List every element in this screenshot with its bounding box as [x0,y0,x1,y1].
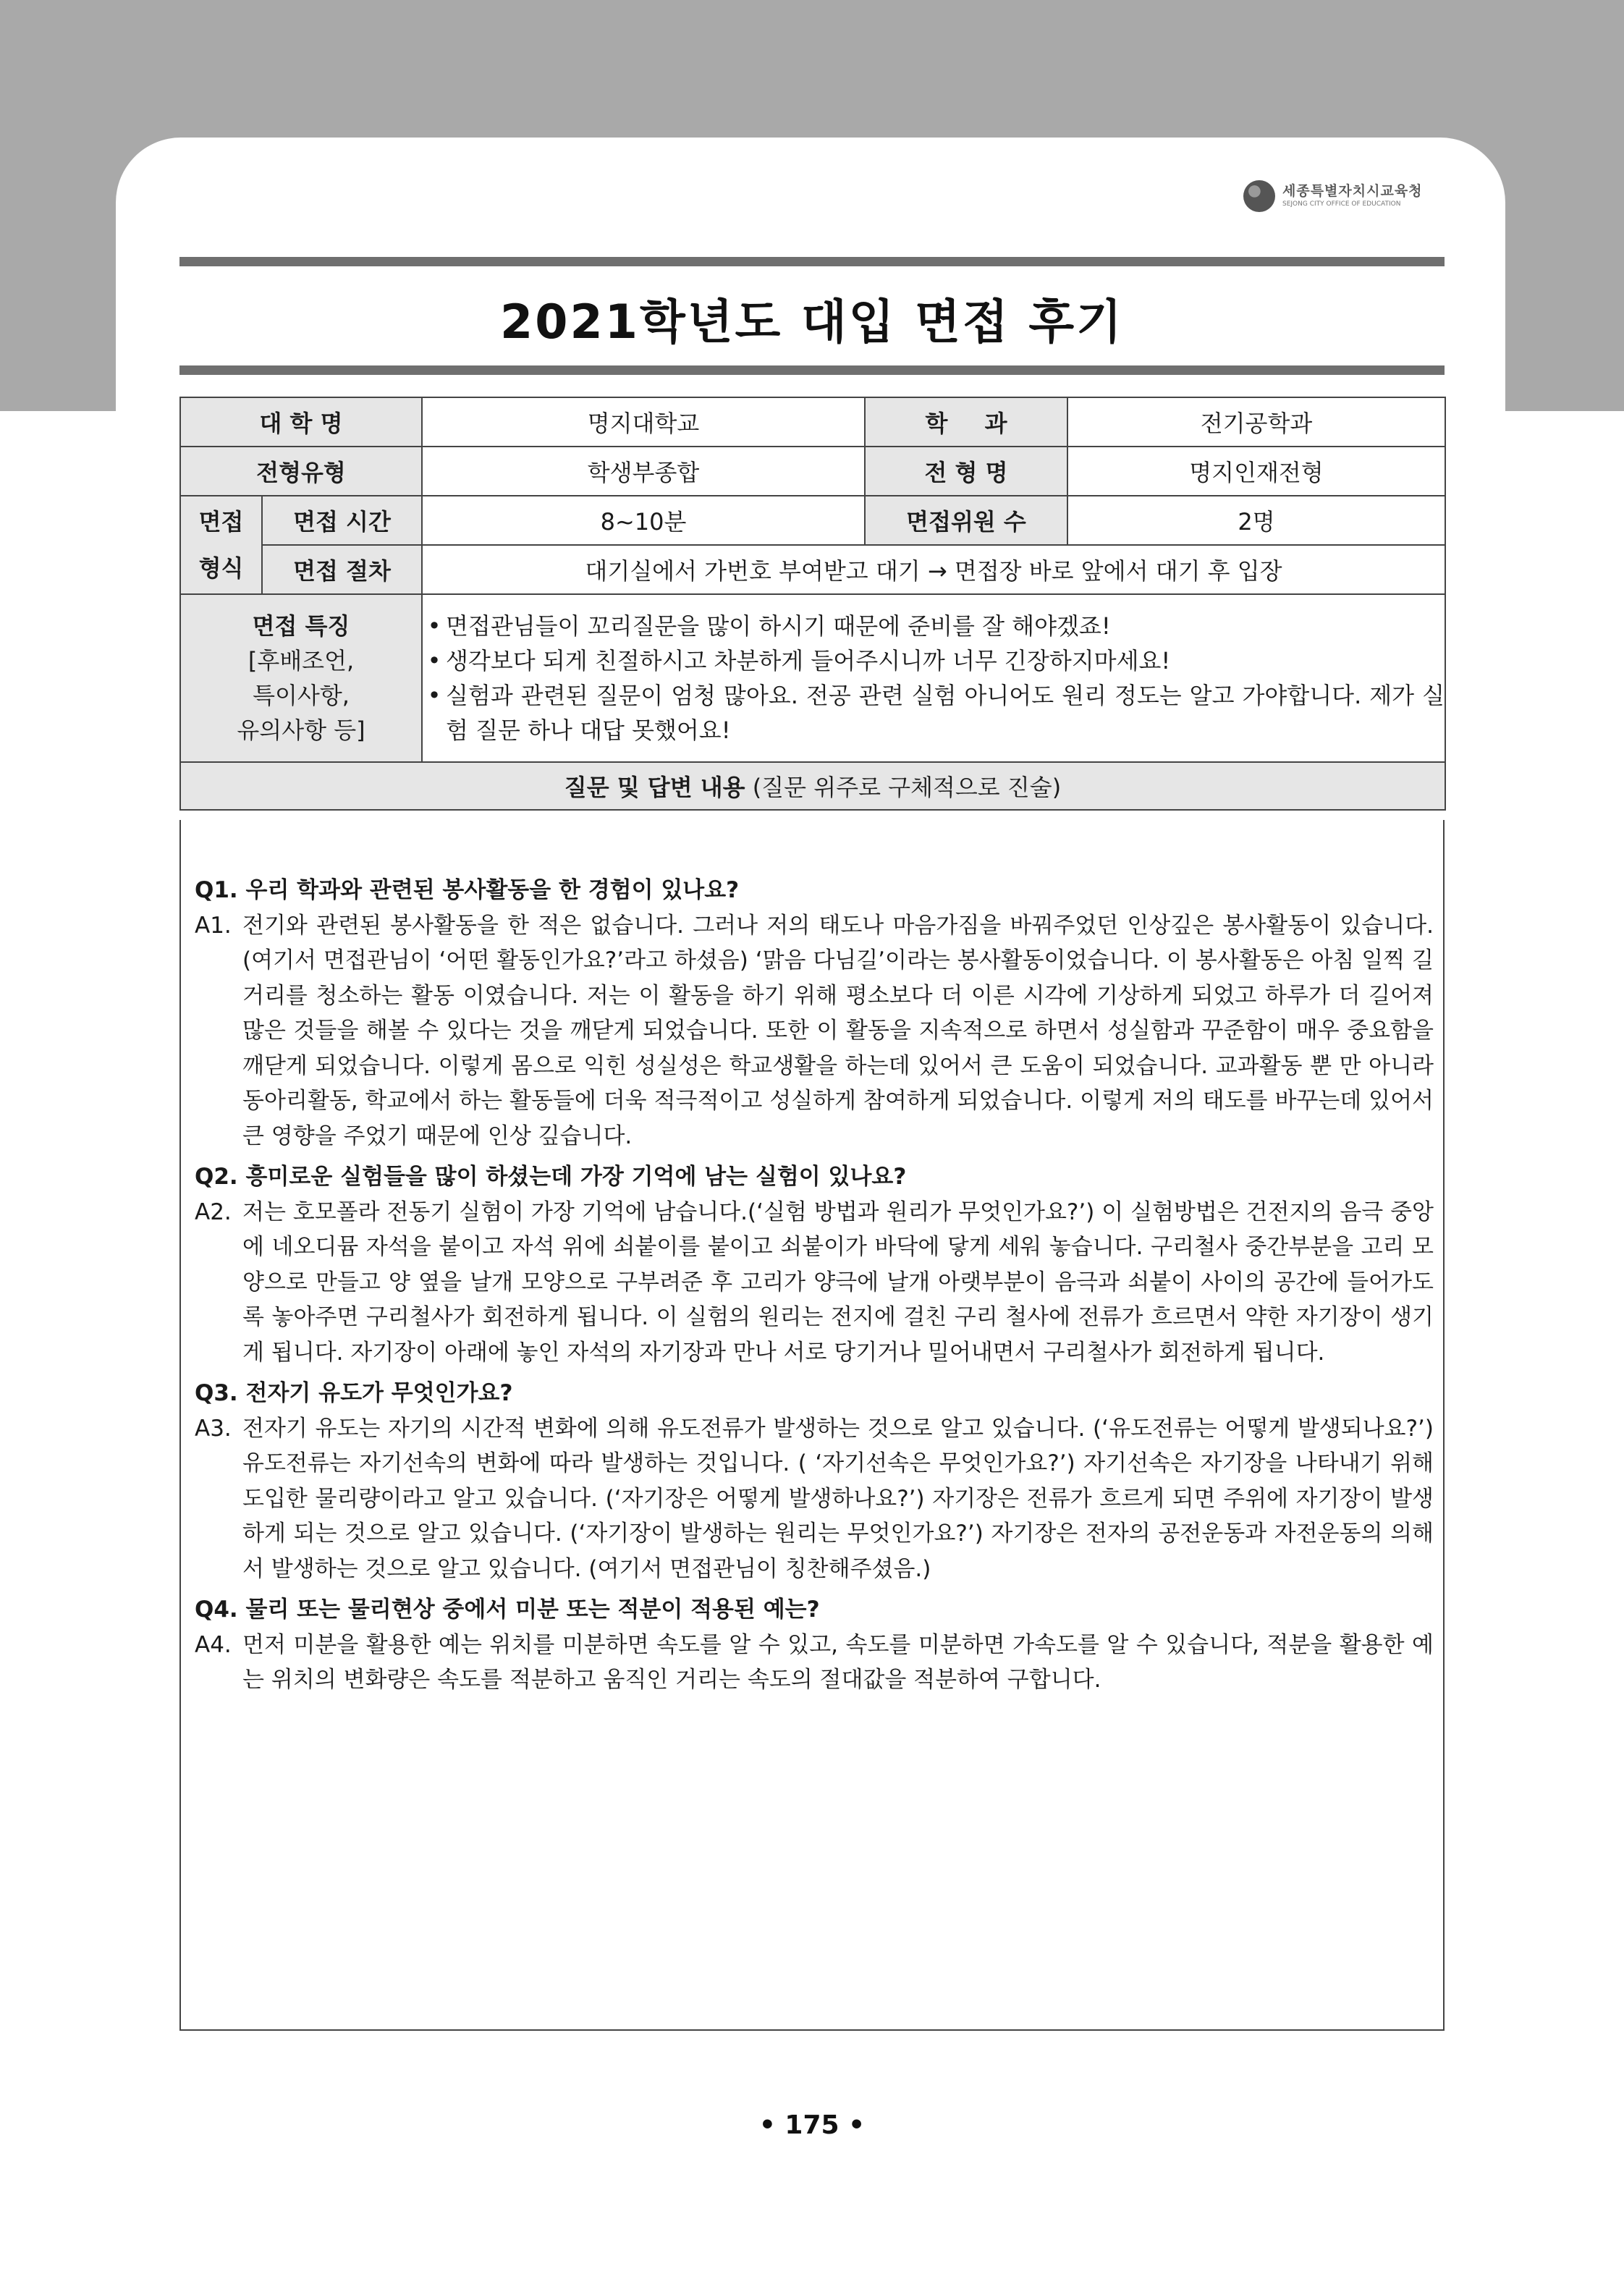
format-label [180,496,262,594]
feature-text: 면접관님들이 꼬리질문을 많이 하시기 때문에 준비를 잘 해야겠죠! [446,612,1111,640]
interview-info-table [179,397,1446,811]
features-label-line2: [후배조언, [248,647,355,675]
feature-text: 생각보다 되게 친절하시고 차분하게 들어주시니까 너무 긴장하지마세요! [446,647,1171,675]
answer-text: 먼저 미분을 활용한 예는 위치를 미분하면 속도를 알 수 있고, 속도를 미분하면 가속도를 알 수 있습니다, 적분을 활용한 예는 위치의 변화량은 속도를 적분하고 움직인 거리는 속도의 절대값을 적분하여 구합니다. [242,1631,1434,1693]
title-rule-bottom [179,365,1445,375]
interviewers-value: 2명 [1067,496,1445,545]
logo-subtitle: SEJONG CITY OFFICE OF EDUCATION [1282,200,1401,208]
question-2: Q2. 흥미로운 실험들을 많이 하셨는데 가장 기억에 남는 실험이 있나요? [195,1164,907,1190]
format-label-line2: 형식 [198,554,244,582]
interviewers-label: 면접위원 수 [865,496,1067,545]
bullet-icon: • [427,682,441,709]
qa-section-header [180,762,1445,810]
answer-label: A3. [195,1415,232,1442]
feature-item [423,678,1445,748]
features-label-line3: 특이사항, [253,682,350,709]
university-value: 명지대학교 [422,397,865,447]
qa-content [195,867,1434,1698]
emblem-icon [1243,180,1275,212]
features-list [422,594,1445,762]
procedure-label: 면접 절차 [262,545,422,594]
answer-label: A4. [195,1631,232,1658]
type-label: 전형유형 [180,447,422,496]
time-value: 8~10분 [422,496,865,545]
page-title: 2021학년도 대입 면접 후기 [500,295,1124,350]
type-value: 학생부종합 [422,447,865,496]
title-rule-top [179,257,1445,266]
answer-text: 전자기 유도는 자기의 시간적 변화에 의해 유도전류가 발생하는 것으로 알고 있습니다. (‘유도전류는 어떻게 발생되나요?’) 유도전류는 자기선속의 변화에 따라 발생하는 것입니다. ( ‘자기선속은 무엇인가요?’) 자기선속은 자기장을 나타내기 위해 도입한 물리량이라고 알고 있습니다. (‘자기장은 어떻게 발생하나요?’) 자기장은 전류가 흐르게 되면 주위에 자기장이 발생하게 되는 것으로 알고 있습니다. (‘자기장이 발생하는 원리는 무엇인가요?’) 자기장은 전자의 공전운동과 자전운동의 의해서 발생하는 것으로 알고 있습니다. (여기서 면접관님이 칭찬해주셨음.) [242,1415,1434,1582]
time-label: 면접 시간 [262,496,422,545]
features-label [180,594,422,762]
answer-text: 저는 호모폴라 전동기 실험이 가장 기억에 남습니다.(‘실험 방법과 원리가 무엇인가요?’) 이 실험방법은 건전지의 음극 중앙에 네오디뮴 자석을 붙이고 자석 위에 쇠붙이를 붙이고 쇠붙이가 바닥에 닿게 세워 놓습니다. 구리철사 중간부분을 고리 모양으로 만들고 양 옆을 날개 모양으로 구부려준 후 고리가 양극에 날개 아랫부분이 음극과 쇠붙이 사이의 공간에 들어가도록 놓아주면 구리철사가 회전하게 됩니다. 이 실험의 원리는 전지에 걸친 구리 철사에 전류가 흐르면서 약한 자기장이 생기게 됩니다. 자기장이 아래에 놓인 자석의 자기장과 만나 서로 당기거나 밀어내면서 구리철사가 회전하게 됩니다. [242,1198,1434,1366]
qa-header-note: (질문 위주로 구체적으로 진술) [745,774,1062,801]
dept-value: 전기공학과 [1067,397,1445,447]
track-value: 명지인재전형 [1067,447,1445,496]
answer-4 [195,1628,1434,1698]
feature-item [423,609,1445,643]
question-1: Q1. 우리 학과와 관련된 봉사활동을 한 경험이 있나요? [195,877,740,903]
qa-box [179,820,1445,2031]
question-3: Q3. 전자기 유도가 무엇인가요? [195,1380,513,1406]
page-number: • 175 • [758,2110,866,2140]
dept-label: 학 과 [865,397,1067,447]
answer-text: 전기와 관련된 봉사활동을 한 적은 없습니다. 그러나 저의 태도나 마음가짐을 바꿔주었던 인상깊은 봉사활동이 있습니다. (여기서 면접관님이 ‘어떤 활동인가요?’라고 하셨음) ‘맑음 다님길’이라는 봉사활동이었습니다. 이 봉사활동은 아침 일찍 길거리를 청소하는 활동 이였습니다. 저는 이 활동을 하기 위해 평소보다 더 이른 시각에 기상하게 되었고 하루가 더 길어져 많은 것들을 해볼 수 있다는 것을 깨닫게 되었습니다. 또한 이 활동을 지속적으로 하면서 성실함과 꾸준함이 매우 중요함을 깨닫게 되었습니다. 이렇게 몸으로 익힌 성실성은 학교생활을 하는데 있어서 큰 도움이 되었습니다. 교과활동 뿐 만 아니라 동아리활동, 학교에서 하는 활동들에 더욱 적극적이고 성실하게 참여하게 되었습니다. 이렇게 저의 태도를 바꾸는데 있어서 큰 영향을 주었기 때문에 인상 깊습니다. [242,912,1434,1149]
side-band-left [0,397,119,411]
logo-name: 세종특별자치시교육청 [1282,183,1423,199]
bullet-icon: • [427,647,441,675]
answer-3 [195,1411,1434,1587]
answer-2 [195,1195,1434,1371]
format-label-line1: 면접 [198,508,244,536]
features-label-line4: 유의사항 등] [237,716,365,744]
track-label: 전 형 명 [865,447,1067,496]
answer-1 [195,908,1434,1154]
procedure-value: 대기실에서 가번호 부여받고 대기 → 면접장 바로 앞에서 대기 후 입장 [422,545,1445,594]
feature-item [423,643,1445,678]
side-band-right [1505,397,1624,411]
answer-label: A2. [195,1198,232,1225]
feature-text: 실험과 관련된 질문이 엄청 많아요. 전공 관련 실험 아니어도 원리 정도는 알고 가야합니다. 제가 실험 질문 하나 대답 못했어요! [446,682,1445,744]
features-label-line1: 면접 특징 [252,612,350,640]
answer-label: A1. [195,912,232,939]
office-logo [1243,177,1469,218]
bullet-icon: • [427,612,441,640]
qa-header-title: 질문 및 답변 내용 [564,774,745,801]
question-4: Q4. 물리 또는 물리현상 중에서 미분 또는 적분이 적용된 예는? [195,1597,820,1623]
university-label: 대 학 명 [180,397,422,447]
